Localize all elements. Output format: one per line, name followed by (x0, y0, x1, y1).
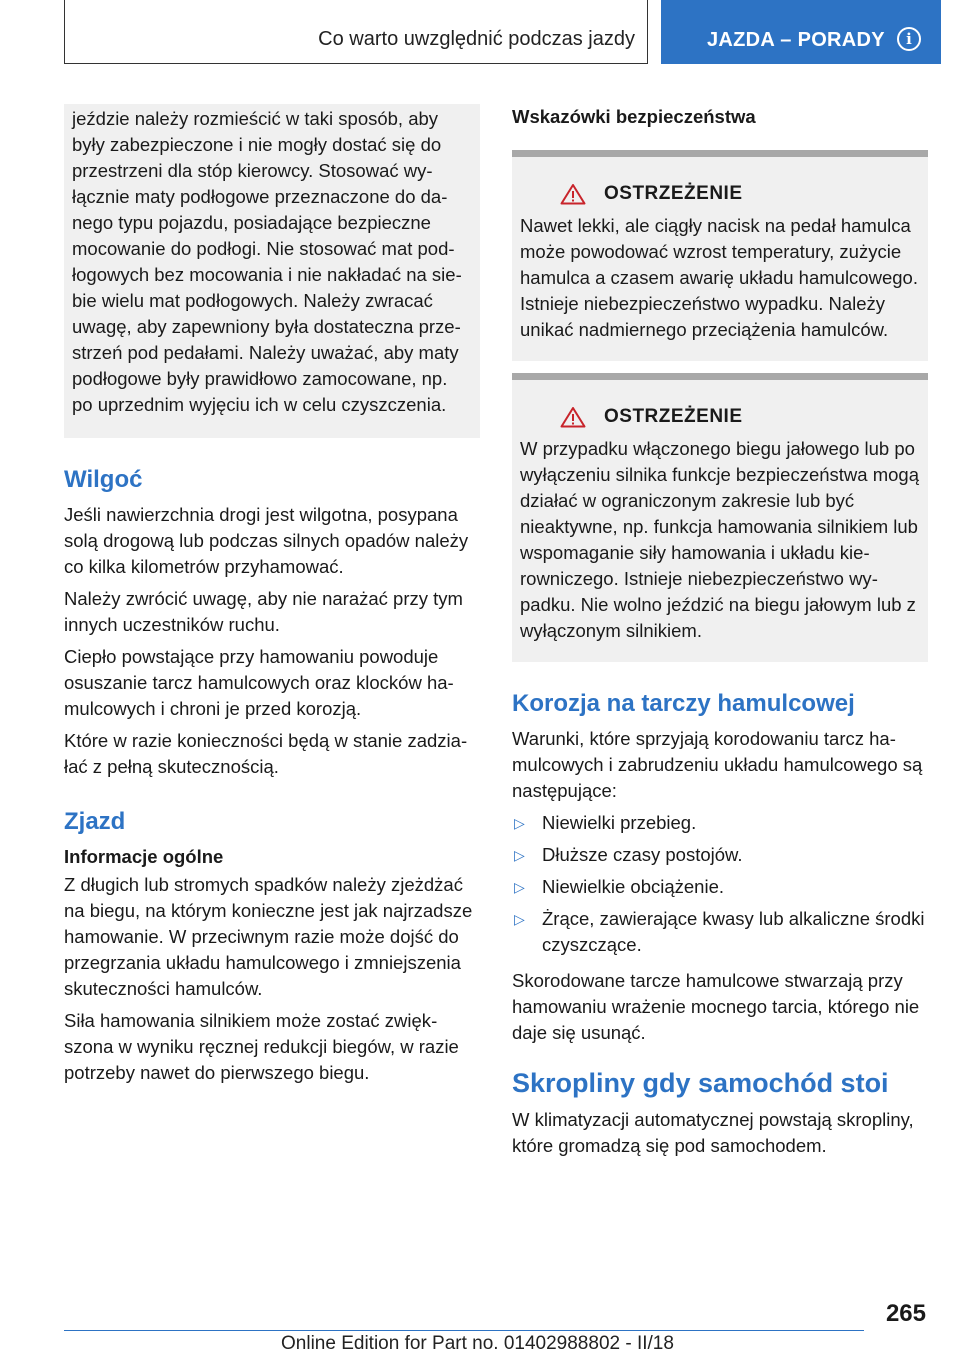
paragraph: Które w razie konieczności będą w stanie zadziałać z pełną skutecznością. (64, 730, 468, 777)
heading-condensation: Skropliny gdy samochód stoi (512, 1068, 889, 1098)
list-item (512, 810, 928, 836)
warning-box (512, 373, 928, 662)
heading-zjazd: Zjazd (64, 808, 126, 835)
heading-wilgoc: Wilgoć (64, 466, 143, 493)
bullet-triangle-icon: ▷ (514, 911, 525, 927)
paragraph: Jeśli nawierzchnia drogi jest wilgotna, posypana solą drogową lub podczas silnych opadów należy co kilka kilometrów przyhamować. (64, 504, 469, 577)
warning-text: Nawet lekki, ale ciągły nacisk na pedał hamulca może powodować wzrost temperatury, zużycie hamulca a czasem awarię układu hamulcowego. Istnieje niebezpieczeństwo wypadku. Należy unikać nadmiernego przeciążenia hamulców. (520, 215, 918, 340)
warning-title (520, 183, 920, 205)
paragraph: Siła hamowania silnikiem może zostać zwiększona w wyniku ręcznej redukcji biegów, w razie potrzeby nawet do pierwszego biegu. (64, 1010, 459, 1083)
info-icon[interactable]: i (897, 27, 921, 51)
warning-triangle-icon (560, 406, 586, 428)
paragraph: Warunki, które sprzyjają korodowaniu tarcz hamulcowych i zabrudzeniu układu hamulcowego są następujące: (512, 728, 923, 801)
footer-divider (64, 1330, 864, 1331)
continued-note-text: jeździe należy rozmieścić w taki sposób, aby były zabezpieczone i nie mogły dostać się do przestrzeni dla stóp kierowcy. Stosować wyłącznie maty podłogowe przeznaczone do danego typu pojazdu, posiadające bezpieczne mocowanie do podłogi. Nie stosować mat podłogowych bez mocowania i nie nakładać na siebie wielu mat podłogowych. Należy zwracać uwagę, aby zapewniony była dostateczna przestrzeń pod pedałami. Należy uważać, aby maty podłogowe były prawidłowo zamocowane, np. po uprzednim wyjęciu ich w celu czyszczenia. (72, 108, 462, 415)
bullet-triangle-icon: ▷ (514, 879, 525, 895)
list-item-text: Żrące, zawierające kwasy lub alkaliczne środki czyszczące. (542, 908, 925, 955)
warning-title-text: OSTRZEŻENIE (604, 406, 743, 427)
list-item (512, 874, 928, 900)
section-tab[interactable] (661, 0, 941, 64)
heading-safety-notes: Wskazówki bezpieczeństwa (512, 106, 756, 127)
footer-edition: Online Edition for Part no. 01402988802 - II/18 (281, 1333, 674, 1354)
right-column (512, 104, 928, 1165)
warning-triangle-icon (560, 183, 586, 205)
paragraph: Ciepło powstające przy hamowaniu powoduje osuszanie tarcz hamulcowych oraz klocków hamulcowych i chroni je przed korozją. (64, 646, 454, 719)
paragraph: Skorodowane tarcze hamulcowe stwarzają przy hamowaniu wrażenie mocnego tarcia, którego nie daje się usunąć. (512, 970, 920, 1043)
bullet-list (512, 810, 928, 958)
paragraph: Należy zwrócić uwagę, aby nie narażać przy tym innych uczestników ruchu. (64, 588, 463, 635)
list-item-text: Niewielki przebieg. (542, 812, 697, 833)
bullet-triangle-icon: ▷ (514, 815, 525, 831)
warning-text: W przypadku włączonego biegu jałowego lub po wyłączeniu silnika funkcje bezpieczeństwa mogą działać w ograniczonym zakresie lub być nieaktywne, np. funkcja hamowania silnikiem lub wspomaganie siły hamowania i układu kierowniczego. Istnieje niebezpieczeństwo wypadku. Nie wolno jeździć na biegu jałowym lub z wyłączonym silnikiem. (520, 438, 919, 641)
list-item-text: Dłuższe czasy postojów. (542, 844, 743, 865)
subheading-general-info: Informacje ogólne (64, 846, 224, 867)
heading-brake-disc-corrosion: Korozja na tarczy hamulcowej (512, 690, 855, 717)
list-item-text: Niewielkie obciążenie. (542, 876, 725, 897)
continued-note-box (64, 104, 480, 438)
warning-box (512, 150, 928, 361)
warning-title (520, 406, 920, 428)
chapter-title: Co warto uwzględnić podczas jazdy (318, 28, 635, 50)
header-title-box (64, 0, 648, 64)
paragraph: W klimatyzacji automatycznej powstają skropliny, które gromadzą się pod samochodem. (512, 1109, 914, 1156)
paragraph: Z długich lub stromych spadków należy zjeżdżać na biegu, na którym konieczne jest jak najrzadsze hamowanie. W przeciwnym razie może dojść do przegrzania układu hamulcowego i zmniejszenia skuteczności hamulców. (64, 874, 473, 999)
list-item (512, 842, 928, 868)
list-item (512, 906, 928, 958)
warning-title-text: OSTRZEŻENIE (604, 183, 743, 204)
page-number: 265 (885, 1300, 926, 1327)
left-column (64, 104, 480, 1092)
bullet-triangle-icon: ▷ (514, 847, 525, 863)
section-tab-label: JAZDA – PORADY (707, 29, 885, 51)
